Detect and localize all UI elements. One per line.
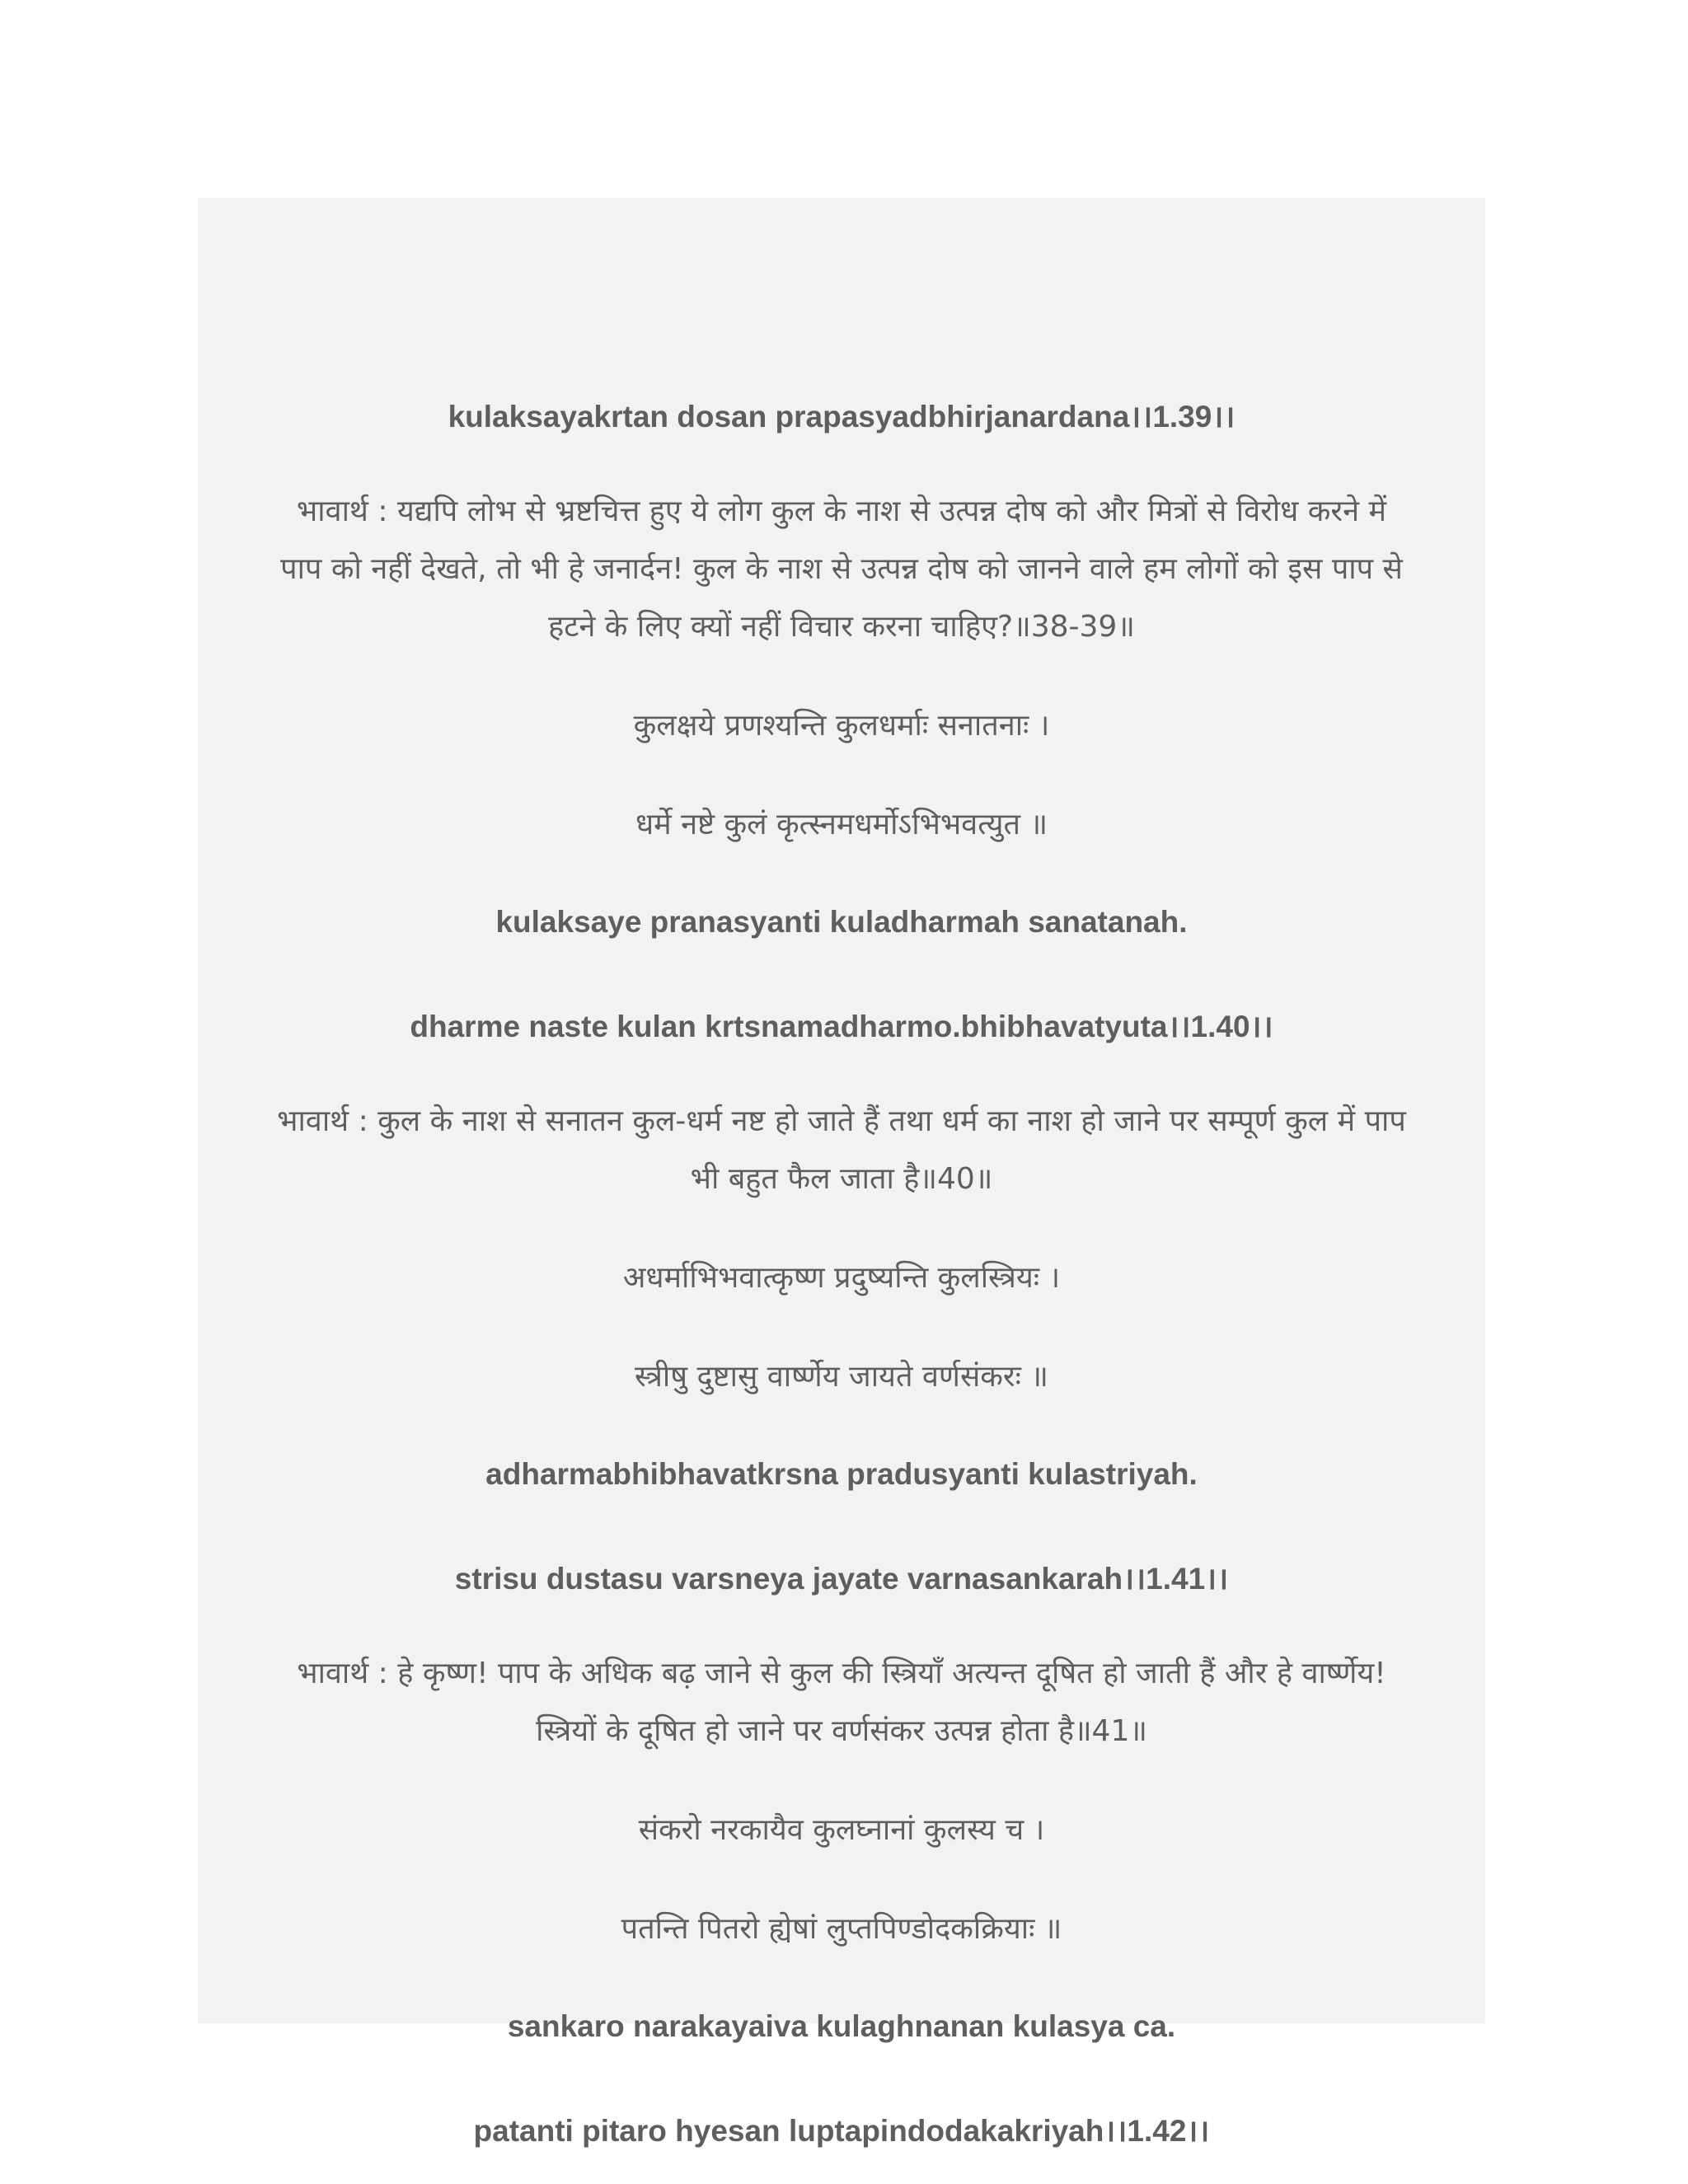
verse-42-roman-line-2: patanti pitaro hyesan luptapindodakakriyah।।1.42।।	[473, 2114, 1210, 2148]
verse-42-roman-line-1: sankaro narakayaiva kulaghnanan kulasya ca.	[507, 2009, 1176, 2043]
verse-42-sanskrit-line-1: संकरो नरकायैव कुलघ्नानां कुलस्य च ।	[638, 1813, 1045, 1847]
verse-39-roman-line-2: kulaksayakrtan dosan prapasyadbhirjanardana।।1.39।।	[448, 400, 1236, 434]
verse-41-sanskrit-line-1: अधर्माभिभवात्कृष्ण प्रदुष्यन्ति कुलस्त्रियः ।	[622, 1261, 1061, 1295]
verse-40-roman-line-2: dharme naste kulan krtsnamadharmo.bhibhavatyuta।।1.40।।	[410, 1010, 1273, 1043]
meaning-38-39-line-2: पाप को नहीं देखते, तो भी हे जनार्दन! कुल के नाश से उत्पन्न दोष को जानने वाले हम लोगों को इस पाप से	[280, 552, 1403, 586]
verse-41-sanskrit-line-2: स्त्रीषु दुष्टासु वार्ष्णेय जायते वर्णसंकरः ॥	[635, 1360, 1048, 1394]
verse-40-roman-line-1: kulaksaye pranasyanti kuladharmah sanatanah.	[495, 905, 1188, 939]
meaning-40-line-2: भी बहुत फैल जाता है॥40॥	[690, 1162, 993, 1196]
text-panel	[198, 198, 1485, 2148]
verse-41-roman-line-2: strisu dustasu varsneya jayate varnasankarah।।1.41।।	[454, 1562, 1229, 1596]
verse-40-sanskrit-line-1: कुलक्षये प्रणश्यन्ति कुलधर्माः सनातनाः ।	[633, 709, 1050, 743]
verse-42-sanskrit-line-2: पतन्ति पितरो ह्येषां लुप्तपिण्डोदकक्रियाः ॥	[621, 1912, 1062, 1946]
meaning-41-line-2: स्त्रियों के दूषित हो जाने पर वर्णसंकर उत्पन्न होता है॥41॥	[536, 1714, 1147, 1748]
meaning-40-line-1: भावार्थ : कुल के नाश से सनातन कुल-धर्म नष्ट हो जाते हैं तथा धर्म का नाश हो जाने पर सम्पूर्ण कुल में पाप	[277, 1104, 1406, 1138]
verse-41-roman-line-1: adharmabhibhavatkrsna pradusyanti kulastriyah.	[485, 1457, 1198, 1491]
meaning-41-line-1: भावार्थ : हे कृष्ण! पाप के अधिक बढ़ जाने से कुल की स्त्रियाँ अत्यन्त दूषित हो जाती हैं और हे वार्ष्णेय!	[297, 1657, 1386, 1690]
meaning-38-39-line-3: हटने के लिए क्यों नहीं विचार करना चाहिए?॥38-39॥	[548, 610, 1135, 644]
verse-40-sanskrit-line-2: धर्मे नष्टे कुलं कृत्स्नमधर्मोऽभिभवत्युत ॥	[635, 808, 1048, 841]
meaning-38-39-line-1: भावार्थ : यद्यपि लोभ से भ्रष्टचित्त हुए ये लोग कुल के नाश से उत्पन्न दोष को और मित्रों से विरोध करने में	[296, 494, 1387, 528]
